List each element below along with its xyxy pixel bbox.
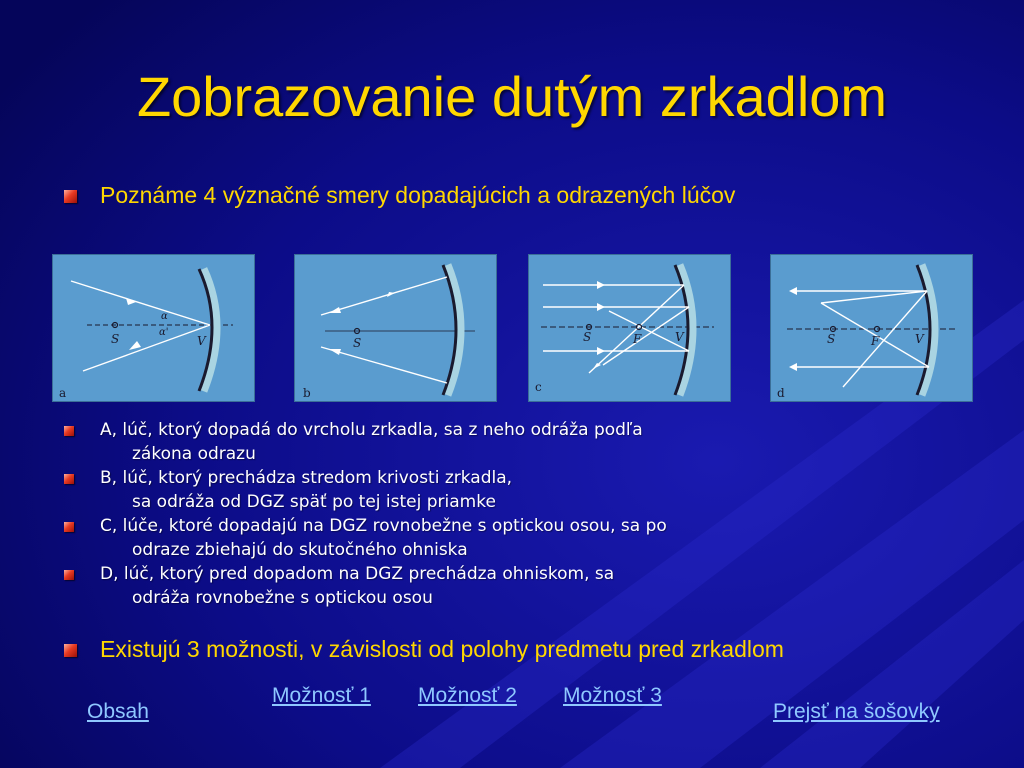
diagram-panel-b xyxy=(294,254,497,402)
angle-label: α' xyxy=(159,327,169,338)
bullet-icon xyxy=(64,190,77,203)
intro-text: Poznáme 4 význačné smery dopadajúcich a odrazených lúčov xyxy=(100,182,736,208)
point-label: V xyxy=(197,334,206,348)
diagram-c xyxy=(529,255,732,403)
point-label: V xyxy=(915,332,924,346)
description-line: sa odráža od DGZ späť po tej istej priamke xyxy=(132,492,496,512)
point-label: S xyxy=(353,336,362,350)
bullet-icon xyxy=(64,644,77,657)
option-1-link[interactable]: Možnosť 1 xyxy=(272,684,371,707)
description-line: C, lúče, ktoré dopadajú na DGZ rovnobežne s optickou osou, sa po xyxy=(100,516,667,536)
bullet-icon xyxy=(64,570,74,580)
description-line: D, lúč, ktorý pred dopadom na DGZ prechádza ohniskom, sa xyxy=(100,564,615,584)
contents-link[interactable]: Obsah xyxy=(87,700,149,723)
diagram-a xyxy=(53,255,256,403)
description-line: zákona odrazu xyxy=(132,444,256,464)
point-label: F xyxy=(871,334,880,348)
description-d xyxy=(100,562,614,610)
panel-letter: d xyxy=(777,386,785,400)
diagram-panel-c xyxy=(528,254,731,402)
panel-letter: b xyxy=(303,386,311,400)
point-label: S xyxy=(827,332,836,346)
description-line: odraze zbiehajú do skutočného ohniska xyxy=(132,540,468,560)
angle-label: α xyxy=(161,311,168,322)
description-b xyxy=(100,466,512,514)
point-label: S xyxy=(583,330,592,344)
diagram-b xyxy=(295,255,498,403)
summary-text: Existujú 3 možnosti, v závislosti od polohy predmetu pred zrkadlom xyxy=(100,636,784,662)
description-c xyxy=(100,514,667,562)
point-label: F xyxy=(633,332,642,346)
point-label: V xyxy=(675,330,684,344)
option-3-link[interactable]: Možnosť 3 xyxy=(563,684,662,707)
bullet-icon xyxy=(64,522,74,532)
diagram-d xyxy=(771,255,974,403)
description-line: odráža rovnobežne s optickou osou xyxy=(132,588,433,608)
description-line: A, lúč, ktorý dopadá do vrcholu zrkadla, sa z neho odráža podľa xyxy=(100,420,643,440)
bullet-icon xyxy=(64,426,74,436)
bullet-icon xyxy=(64,474,74,484)
description-line: B, lúč, ktorý prechádza stredom krivosti zrkadla, xyxy=(100,468,513,488)
point-label: S xyxy=(111,332,120,346)
diagram-panel-d xyxy=(770,254,973,402)
panel-letter: a xyxy=(59,386,67,400)
description-a xyxy=(100,418,643,466)
lenses-link[interactable]: Prejsť na šošovky xyxy=(773,700,940,723)
panel-letter: c xyxy=(535,380,542,394)
diagram-panel-a xyxy=(52,254,255,402)
option-2-link[interactable]: Možnosť 2 xyxy=(418,684,517,707)
slide-title: Zobrazovanie dutým zrkadlom xyxy=(136,65,888,128)
